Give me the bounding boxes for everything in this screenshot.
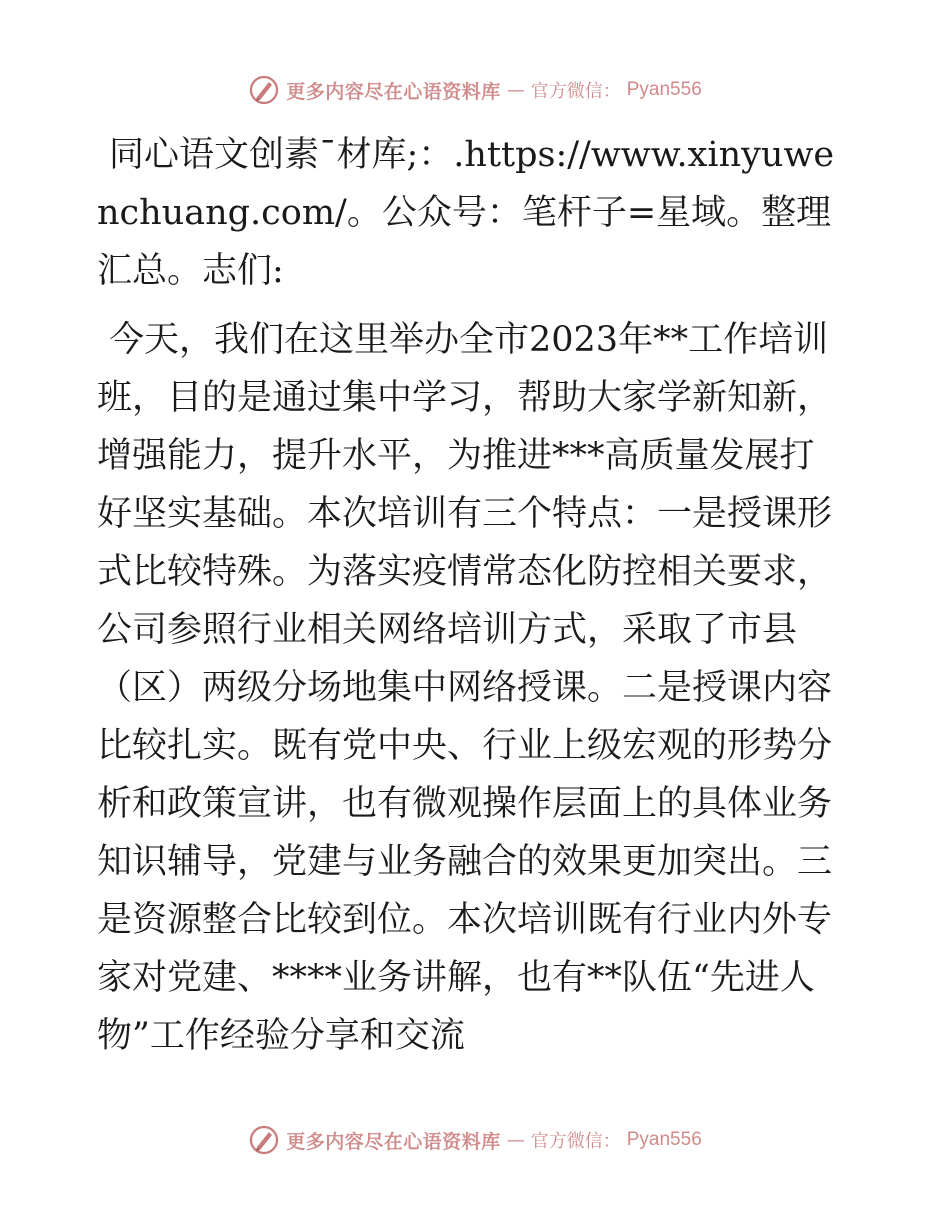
pen-logo-icon [248,74,280,106]
footer-watermark [0,1122,950,1158]
paragraph-main: 今天，我们在这里举办全市2023年**工作培训班，目的是通过集中学习，帮助大家学新知新，增强能力，提升水平，为推进***高质量发展打好坚实基础。本次培训有三个特点：一是授课形式比较特殊。为落实疫情常态化防控相关要求，公司参照行业相关网络培训方式，采取了市县（区）两级分场地集中网络授课。二是授课内容比较扎实。既有党中央、行业上级宏观的形势分析和政策宣讲，也有微观操作层面上的具体业务知识辅导，党建与业务融合的效果更加突出。三是资源整合比较到位。本次培训既有行业内外专家对党建、****业务讲解，也有**队伍“先进人物”工作经验分享和交流 [97,320,833,1056]
watermark-wechat-id: Pyan556 [626,79,702,100]
watermark-sub-text: 官方微信： [530,81,621,102]
paragraph-intro: 同心语文创素¯材库;：.https://www.xinyuwenchuang.com/。公众号：笔杆子=星域。整理汇总。志们: [97,135,835,291]
document-body [97,126,849,1065]
watermark-sub-text: 官方微信： [530,1131,621,1152]
header-watermark [0,72,950,108]
watermark-main-text: 更多内容尽在心语资料库 [286,1130,501,1153]
watermark-separator: — [506,1129,525,1151]
watermark-main-text: 更多内容尽在心语资料库 [286,80,501,103]
pen-logo-icon [248,1124,280,1156]
watermark-separator: — [506,79,525,101]
watermark-wechat-id: Pyan556 [626,1129,702,1150]
